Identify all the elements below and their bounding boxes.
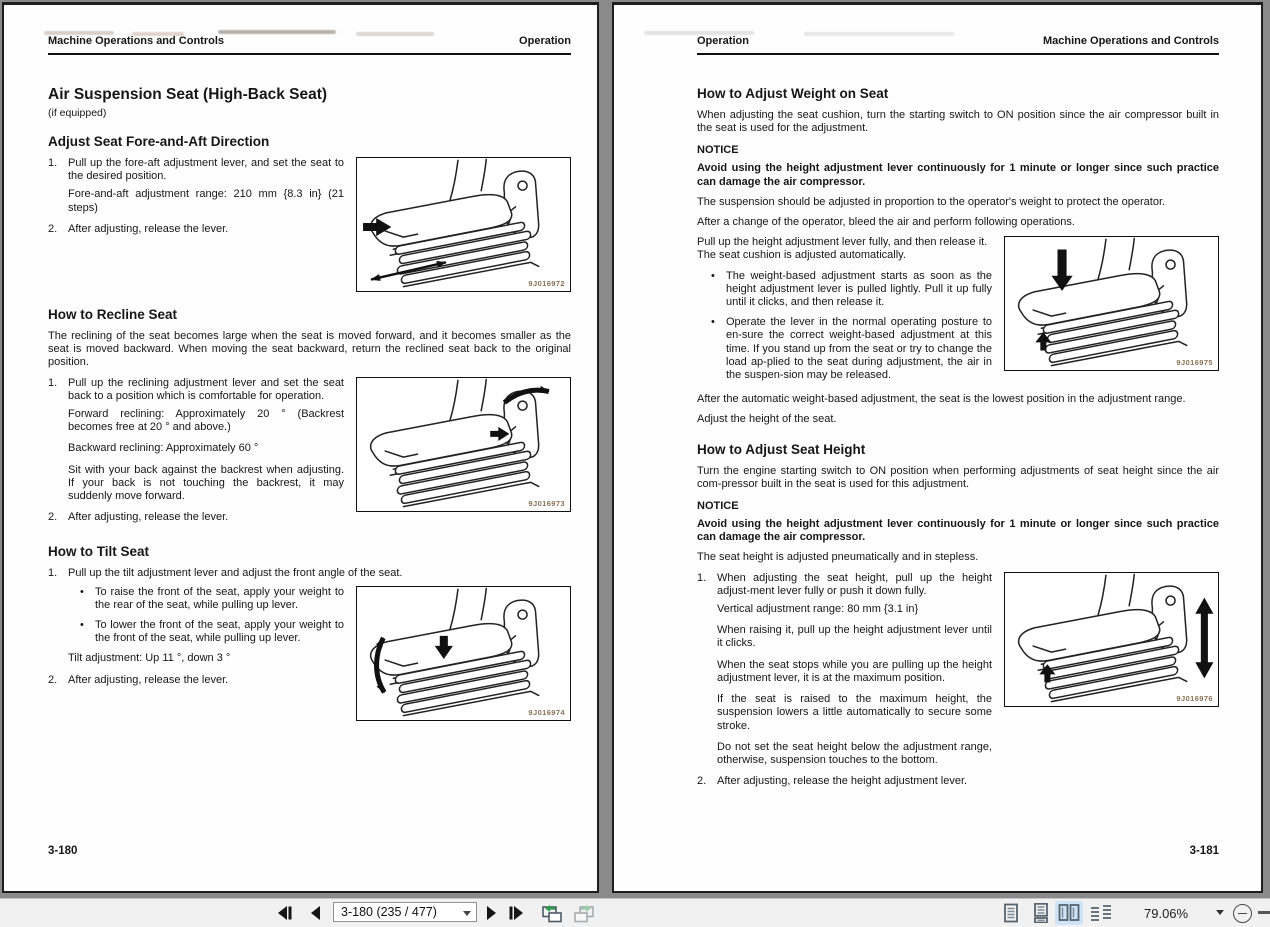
document-page-right [612, 2, 1263, 893]
bullet-text: • Operate the lever in the normal operating posture to en-sure the correct weight-based adjustment at this time. If you stand up from the seat or try to change the load ap-plied to the seat during adjustment, the air in the suspen-sion may be released. [726, 316, 992, 382]
figure-seat-recline [356, 377, 571, 512]
paragraph: The suspension should be adjusted in proportion to the operator's weight to protect the operator. [697, 195, 1166, 208]
bullet-text: • To raise the front of the seat, apply your weight to the rear of the seat, while pulling up lever. [95, 585, 344, 611]
step-number: 2. [48, 222, 58, 235]
page-subtitle: (if equipped) [48, 107, 107, 119]
figure-caption: 9J016973 [528, 498, 565, 508]
step-note: Backward reclining: Approximately 60 ° [68, 442, 259, 455]
step-text: Pull up the fore-aft adjustment lever, and set the seat to the desired position. [68, 157, 344, 183]
seat-illustration [1005, 573, 1218, 706]
page-title: Air Suspension Seat (High-Back Seat) [48, 86, 328, 103]
notice-label: NOTICE [697, 500, 739, 513]
paragraph: Turn the engine starting switch to ON position when performing adjustments of seat height since the air com-pressor built in the seat is used for this adjustment. [697, 464, 1219, 490]
first-page-button[interactable] [276, 906, 293, 920]
facing-view-button[interactable] [1055, 901, 1083, 925]
bullet-item [711, 316, 992, 382]
step-item [697, 775, 992, 788]
figure-seat-weight [1004, 236, 1219, 371]
step-item [48, 223, 344, 236]
figure-caption: 9J016975 [1176, 358, 1213, 368]
step-text: After adjusting, release the height adjustment lever. [717, 775, 968, 788]
figure-caption: 9J016972 [528, 279, 565, 288]
section-intro: The reclining of the seat becomes large when the seat is moved forward, and it becomes smaller as the seat is moved backward. When moving the seat backward, return the reclined seat back to the original position. [48, 330, 571, 369]
step-number: 1. [48, 157, 58, 169]
step-item [48, 567, 571, 580]
seat-illustration [357, 158, 570, 291]
step-number: 2. [697, 775, 707, 788]
step-text: Pull up the reclining adjustment lever and set the seat back to a position which is comfortable for operation. [68, 376, 344, 402]
figure-caption: 9J016974 [528, 707, 565, 717]
section-heading-weight: How to Adjust Weight on Seat [697, 86, 889, 101]
zoom-out-button[interactable] [1233, 904, 1252, 923]
step-item [48, 377, 344, 403]
step-note: Vertical adjustment range: 80 mm {3.1 in} [717, 603, 919, 616]
next-view-button[interactable] [573, 904, 595, 923]
figure-seat-height [1004, 572, 1219, 707]
step-note: When raising it, pull up the height adjustment lever until it clicks. [717, 624, 992, 650]
seat-illustration [357, 378, 570, 511]
section-heading-tilt: How to Tilt Seat [48, 544, 150, 560]
step-note: When the seat stops while you are pulling up the height adjustment lever, it is at the maximum position. [717, 658, 992, 684]
zoom-slider[interactable] [1258, 911, 1270, 914]
single-page-icon [999, 903, 1023, 923]
document-page-left [2, 2, 599, 893]
bullet-item [80, 586, 344, 612]
figure-seat-fore-aft [356, 157, 571, 292]
zoom-level[interactable]: 79.06% [1144, 906, 1189, 921]
bullet-item [80, 619, 344, 645]
step-note: Forward reclining: Approximately 20 ° (Backrest becomes free at 20 ° and above.) [68, 408, 344, 434]
notice-label: NOTICE [697, 144, 739, 157]
continuous-facing-view-button[interactable] [1087, 901, 1115, 925]
step-number: 2. [48, 673, 58, 686]
paragraph: The seat cushion is adjusted automatically. [697, 249, 906, 262]
step-text: After adjusting, release the lever. [68, 673, 229, 686]
paragraph: After a change of the operator, bleed the air and perform following operations. [697, 216, 1075, 229]
step-note: If the seat is raised to the maximum height, the suspension lowers a little automatically to secure some stroke. [717, 693, 992, 732]
notice-text: Avoid using the height adjustment lever continuously for 1 minute or longer since such practice can damage the air compressor. [697, 162, 1219, 188]
step-item [48, 674, 344, 687]
continuous-view-button[interactable] [1027, 901, 1055, 925]
previous-page-button[interactable] [309, 906, 321, 920]
paragraph: After the automatic weight-based adjustment, the seat is the lowest position in the adjustment range. [697, 393, 1186, 406]
minus-icon [1238, 913, 1247, 915]
two-column-lines-icon [1089, 903, 1113, 923]
single-page-view-button[interactable] [997, 901, 1025, 925]
bullet-text: • To lower the front of the seat, apply your weight to the front of the seat, while pulling up lever. [95, 619, 344, 645]
continuous-page-icon [1029, 903, 1053, 923]
figure-seat-tilt [356, 586, 571, 721]
page-header [697, 35, 1219, 55]
chevron-down-icon[interactable] [463, 905, 471, 919]
header-right-text: Operation [519, 35, 571, 47]
previous-view-button[interactable] [541, 904, 563, 923]
zoom-dropdown-caret[interactable] [1216, 910, 1224, 915]
page-number: 3-180 [48, 845, 78, 857]
header-right-text: Machine Operations and Controls [1042, 35, 1219, 47]
page-number: 3-181 [1189, 845, 1219, 857]
height-direction-arrow [1201, 611, 1208, 663]
step-note: Tilt adjustment: Up 11 °, down 3 ° [68, 652, 231, 665]
paragraph: Pull up the height adjustment lever fully, and then release it. [697, 236, 988, 249]
two-page-icon [1057, 903, 1081, 923]
step-number: 1. [48, 567, 58, 580]
step-item [48, 511, 344, 524]
step-note: Do not set the seat height below the adjustment range, otherwise, suspension touches to the bottom. [717, 740, 992, 766]
step-note: Fore-and-aft adjustment range: 210 mm {8.3 in} (21 steps) [68, 188, 344, 214]
page-select[interactable] [333, 902, 477, 922]
step-text: After adjusting, release the lever. [68, 222, 229, 235]
page-select-value: 3-180 (235 / 477) [341, 905, 437, 919]
viewer-toolbar [0, 898, 1270, 927]
paragraph: Adjust the height of the seat. [697, 413, 837, 426]
seat-illustration [357, 587, 570, 720]
step-item [48, 157, 344, 183]
bullet-item [711, 270, 992, 310]
paragraph: When adjusting the seat cushion, turn the starting switch to ON position since the air compressor built in the seat is used for the adjustment. [697, 109, 1219, 135]
step-item [697, 572, 992, 598]
step-text: After adjusting, release the lever. [68, 511, 229, 524]
header-left-text: Operation [697, 35, 749, 47]
last-page-button[interactable] [509, 906, 526, 920]
step-note: Sit with your back against the backrest when adjusting. If your back is not touching the backrest, it may suddenly move forward. [68, 463, 344, 503]
step-number: 2. [48, 511, 58, 524]
section-heading-height: How to Adjust Seat Height [697, 441, 866, 457]
step-text: Pull up the tilt adjustment lever and adjust the front angle of the seat. [68, 567, 403, 580]
page-header [48, 35, 571, 55]
next-page-button[interactable] [486, 906, 498, 920]
section-heading-fore-aft: Adjust Seat Fore-and-Aft Direction [48, 134, 270, 149]
step-number: 1. [48, 376, 58, 389]
header-left-text: Machine Operations and Controls [48, 35, 225, 47]
section-heading-recline: How to Recline Seat [48, 307, 178, 322]
figure-caption: 9J016976 [1176, 693, 1213, 703]
paragraph: The seat height is adjusted pneumatically and in stepless. [697, 551, 979, 564]
step-number: 1. [697, 571, 707, 584]
notice-text: Avoid using the height adjustment lever continuously for 1 minute or longer since such practice can damage the air compressor. [697, 518, 1219, 544]
seat-illustration [1005, 237, 1218, 370]
bullet-text: • The weight-based adjustment starts as soon as the height adjustment lever is pulled lightly. Pull it up fully until it clicks, and then release it. [726, 269, 992, 309]
step-text: When adjusting the seat height, pull up the height adjust-ment lever fully or push it down fully. [717, 571, 992, 597]
